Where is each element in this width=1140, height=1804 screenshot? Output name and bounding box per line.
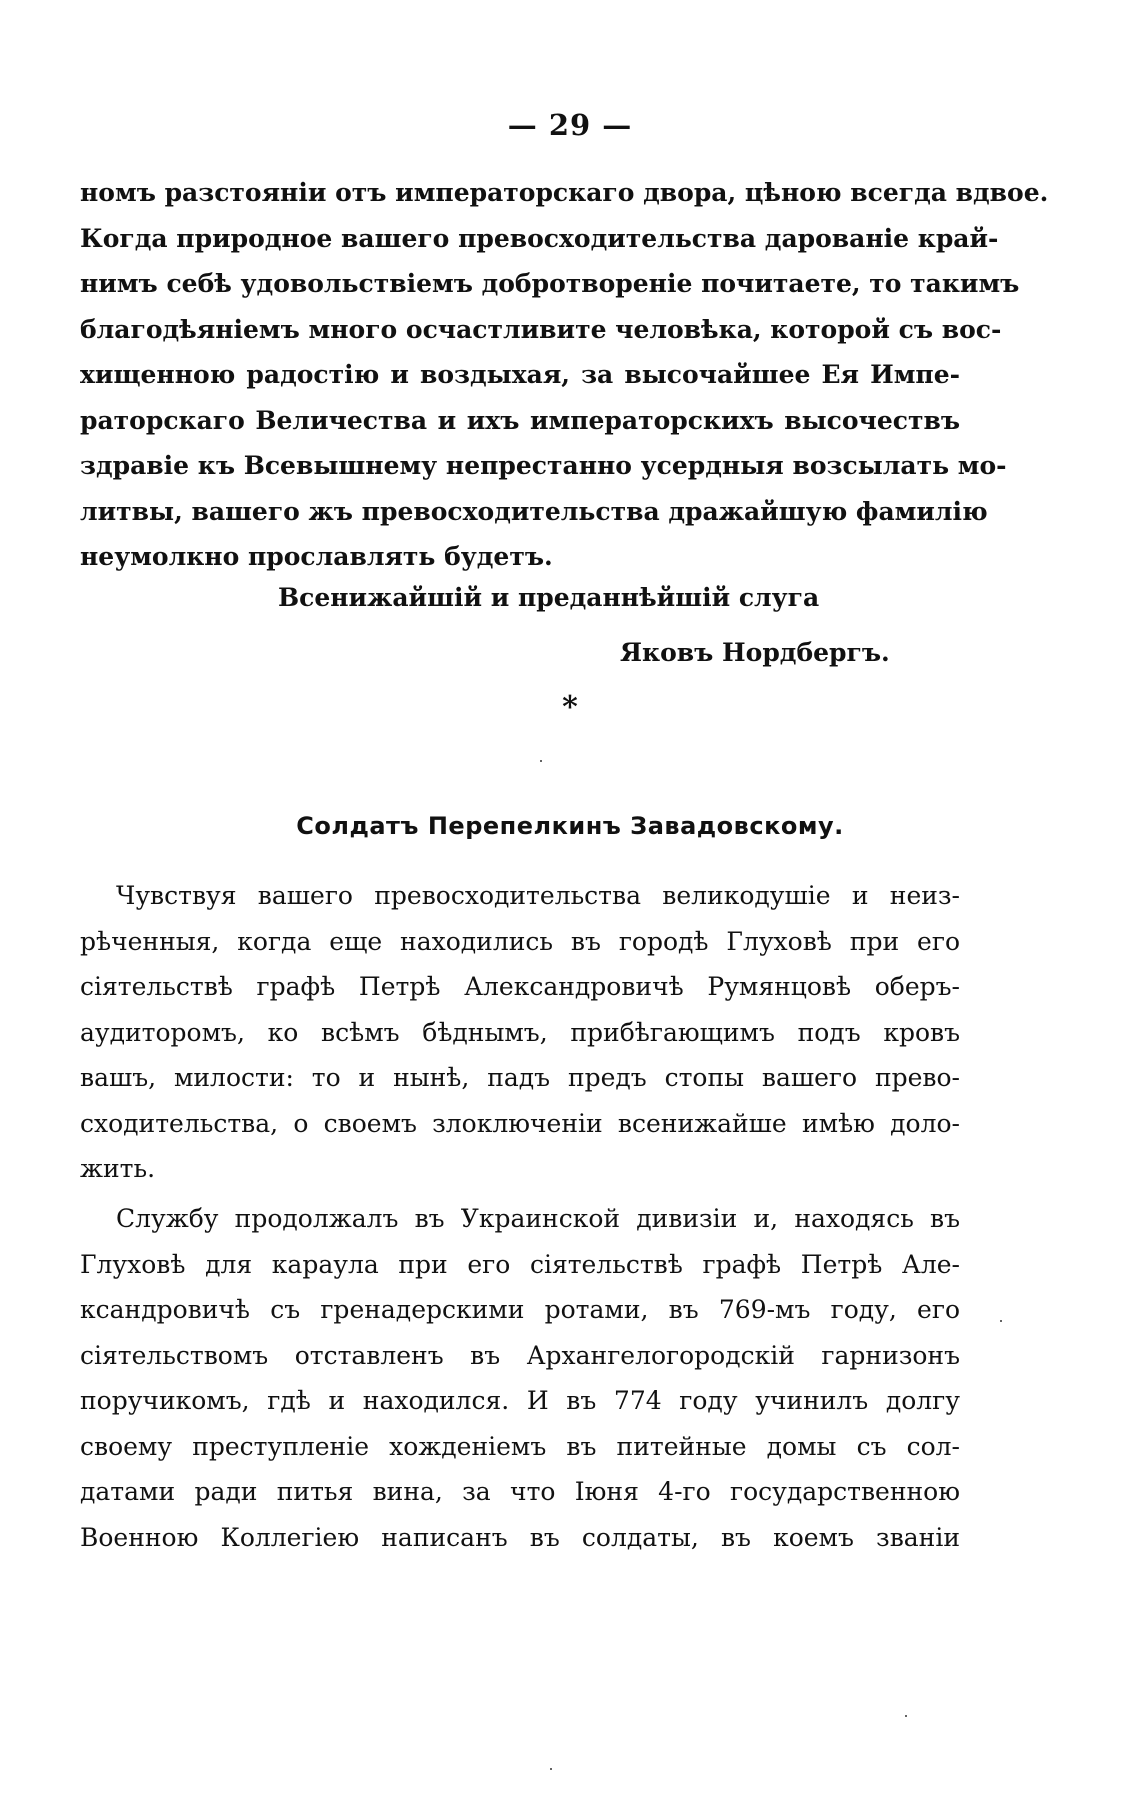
letter-two-paragraph-one	[80, 873, 960, 1192]
text-line: Чувствуя вашего превосходительства великодушіе и неиз-	[116, 881, 960, 910]
text-line: неумолкно прославлять будетъ.	[80, 542, 553, 571]
letter-one-body	[80, 170, 1049, 580]
text-line: Когда природное вашего превосходительства дарованіе край-	[80, 223, 999, 253]
text-line: поручикомъ, гдѣ и находился. И въ 774 году учинилъ долгу	[80, 1386, 960, 1415]
text-line: Глуховѣ для караула при его сіятельствѣ графѣ Петрѣ Але-	[80, 1249, 960, 1279]
print-speck	[540, 760, 542, 762]
section-separator: *	[562, 690, 578, 725]
letter-two-heading: Солдатъ Перепелкинъ Завадовскому.	[296, 812, 844, 840]
signature: Яковъ Нордбергъ.	[620, 638, 890, 667]
text-line: Военною Коллегіею написанъ въ солдаты, въ коемъ званіи	[80, 1522, 960, 1552]
text-line: хищенною радостію и воздыхая, за высочайшее Ея Импе-	[80, 360, 960, 389]
text-line: сіятельствомъ отставленъ въ Архангелогородскій гарнизонъ	[80, 1340, 960, 1370]
text-line: благодѣяніемъ много осчастливите человѣка, которой съ вос-	[80, 314, 1002, 344]
print-speck	[550, 1768, 552, 1770]
print-speck	[1000, 1320, 1002, 1322]
text-line: вашъ, милости: то и нынѣ, падъ предъ стопы вашего прево-	[80, 1063, 960, 1092]
text-line: ксандровичѣ съ гренадерскими ротами, въ 769-мъ году, его	[80, 1295, 960, 1324]
text-line: жить.	[80, 1154, 156, 1183]
text-line: литвы, вашего жъ превосходительства дражайшую фамилію	[80, 496, 988, 526]
text-line: сходительства, о своемъ злоключеніи всенижайше имѣю доло-	[80, 1108, 960, 1138]
text-line: рѣченныя, когда еще находились въ городѣ Глуховѣ при его	[80, 926, 960, 956]
text-line: здравіе къ Всевышнему непрестанно усердныя возсылать мо-	[80, 451, 1007, 480]
text-line: раторскаго Величества и ихъ императорскихъ высочествъ	[80, 405, 960, 435]
text-line: своему преступленіе хожденіемъ въ питейные домы съ сол-	[80, 1431, 960, 1461]
letter-two-paragraph-two	[80, 1196, 960, 1560]
text-line: номъ разстояніи отъ императорскаго двора, цѣною всегда вдвое.	[80, 178, 1049, 207]
page-number: — 29 —	[507, 108, 633, 142]
text-line: Службу продолжалъ въ Украинской дивизіи и, находясь въ	[116, 1204, 960, 1233]
closing-salutation: Всенижайшій и преданнѣйшій слуга	[278, 583, 820, 612]
print-speck	[905, 1715, 907, 1717]
text-line: нимъ себѣ удовольствіемъ добротвореніе почитаете, то такимъ	[80, 269, 1020, 298]
text-line: сіятельствѣ графѣ Петрѣ Александровичѣ Румянцовѣ оберъ-	[80, 972, 960, 1001]
text-line: датами ради питья вина, за что Іюня 4-го государственною	[80, 1477, 960, 1506]
text-line: аудиторомъ, ко всѣмъ бѣднымъ, прибѣгающимъ подъ кровъ	[80, 1017, 960, 1047]
